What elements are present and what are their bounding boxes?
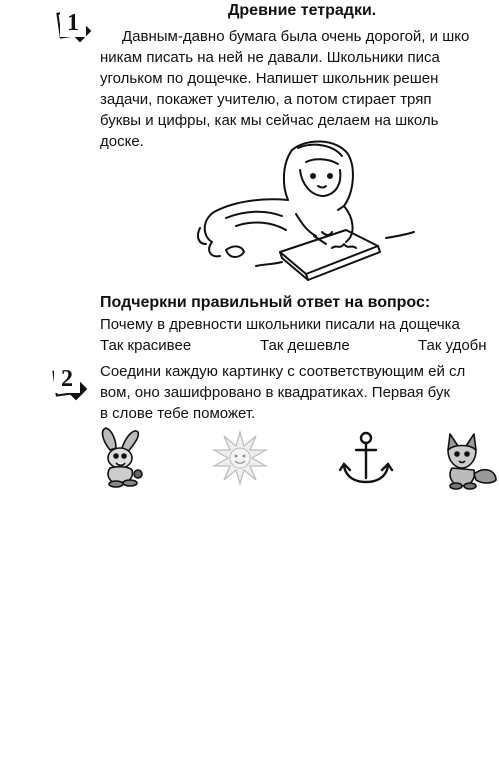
story-line-1: Давным-давно бумага была очень дорогой, и шко bbox=[122, 28, 470, 45]
answer-option-3[interactable]: Так удобн bbox=[418, 337, 487, 354]
task-number-badge-3-top bbox=[52, 718, 92, 758]
task2-line-2: вом, оно зашифровано в квадратиках. Первая бук bbox=[100, 384, 451, 401]
section-title: Древние тетрадки. bbox=[228, 2, 377, 19]
story-line-5: буквы и цифры, как мы сейчас делаем на школь bbox=[100, 112, 439, 129]
question-heading: Подчеркни правильный ответ на вопрос: bbox=[100, 294, 431, 311]
story-line-6: доске. bbox=[100, 133, 144, 150]
story-line-2: никам писать на ней не давали. Школьники писа bbox=[100, 49, 440, 66]
story-line-4: задачи, покажет учителю, а потом стирает тряп bbox=[100, 91, 432, 108]
task-number-1: 1 bbox=[60, 9, 86, 37]
task2-line-3: в слове тебе поможет. bbox=[100, 405, 256, 422]
task2-line-1: Соедини каждую картинку с соответствующим ей сл bbox=[100, 363, 466, 380]
question-text: Почему в древности школьники писали на дощечка bbox=[100, 316, 460, 333]
answer-option-2[interactable]: Так дешевле bbox=[260, 337, 350, 354]
task-number-2: 2 bbox=[54, 365, 80, 393]
answer-option-1[interactable]: Так красивее bbox=[100, 337, 192, 354]
story-line-3: угольком по дощечке. Напишет школьник решен bbox=[100, 70, 439, 87]
